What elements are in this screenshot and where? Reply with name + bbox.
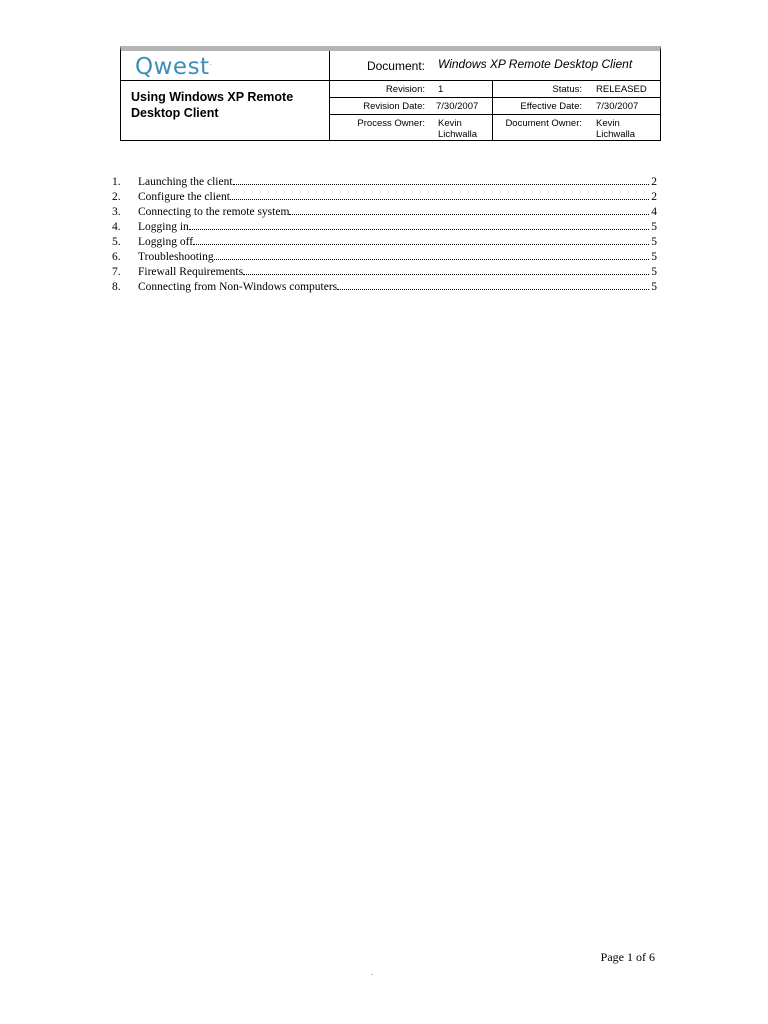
revision-label: Revision: (385, 84, 425, 95)
logo-text: Qwest (135, 54, 210, 80)
toc-leader-dots (289, 205, 649, 215)
toc-entry[interactable] (112, 280, 657, 295)
document-owner-label: Document Owner: (505, 118, 582, 129)
toc-page[interactable]: 5 (651, 251, 657, 263)
toc-number: 6. (112, 251, 121, 263)
revision-row (330, 81, 660, 98)
document-value: Windows XP Remote Desktop Client (438, 57, 633, 71)
process-owner-first: Kevin (438, 118, 462, 129)
logo-row (121, 51, 329, 81)
toc-number: 3. (112, 206, 121, 218)
toc-title[interactable]: Launching the client (138, 176, 233, 188)
header-meta-panel (330, 51, 660, 140)
toc-entry[interactable] (112, 235, 657, 250)
toc-title[interactable]: Logging in (138, 221, 189, 233)
revision-value: 1 (438, 84, 444, 95)
toc-page[interactable]: 2 (651, 191, 657, 203)
toc-number: 7. (112, 266, 121, 278)
toc-entry[interactable] (112, 175, 657, 190)
toc-page[interactable]: 4 (651, 206, 657, 218)
table-of-contents (112, 175, 657, 295)
revision-date-value: 7/30/2007 (436, 101, 479, 112)
column-divider (492, 81, 493, 140)
toc-title[interactable]: Configure the client (138, 191, 230, 203)
toc-leader-dots (233, 175, 649, 185)
toc-title[interactable]: Connecting from Non-Windows computers (138, 281, 338, 293)
toc-entry[interactable] (112, 250, 657, 265)
process-owner-label: Process Owner: (357, 118, 425, 129)
document-title: Using Windows XP Remote Desktop Client (131, 90, 294, 120)
toc-title[interactable]: Logging off (138, 236, 194, 248)
toc-page[interactable]: 5 (651, 221, 657, 233)
toc-entry[interactable] (112, 205, 657, 220)
effective-date-value: 7/30/2007 (596, 101, 639, 112)
document-header (120, 46, 661, 141)
process-owner-last: Lichwalla (438, 129, 478, 140)
header-left-panel (121, 51, 330, 140)
toc-leader-dots (337, 280, 649, 290)
toc-number: 5. (112, 236, 121, 248)
toc-leader-dots (214, 250, 649, 260)
toc-leader-dots (230, 190, 649, 200)
page-number: Page 1 of 6 (600, 950, 655, 964)
toc-entry[interactable] (112, 220, 657, 235)
footer-mark: . (371, 968, 373, 977)
document-label: Document: (366, 59, 425, 73)
toc-number: 4. (112, 221, 121, 233)
toc-number: 2. (112, 191, 121, 203)
toc-number: 8. (112, 281, 121, 293)
date-row (330, 98, 660, 115)
status-value: RELEASED (596, 84, 647, 95)
toc-leader-dots (193, 235, 649, 245)
toc-page[interactable]: 2 (651, 176, 657, 188)
document-owner-first: Kevin (596, 118, 620, 129)
toc-leader-dots (243, 265, 649, 275)
toc-page[interactable]: 5 (651, 281, 657, 293)
document-owner-last: Lichwalla (596, 129, 636, 140)
toc-entry[interactable] (112, 265, 657, 280)
toc-number: 1. (112, 176, 121, 188)
toc-page[interactable]: 5 (651, 266, 657, 278)
toc-page[interactable]: 5 (651, 236, 657, 248)
qwest-logo (135, 54, 212, 80)
toc-title[interactable]: Connecting to the remote system (138, 206, 290, 218)
process-owner-value (438, 118, 477, 140)
toc-title[interactable]: Firewall Requirements (138, 266, 244, 278)
toc-entry[interactable] (112, 190, 657, 205)
logo-mark: . (209, 59, 213, 67)
document-row (330, 51, 660, 81)
revision-date-label: Revision Date: (363, 101, 425, 112)
toc-title[interactable]: Troubleshooting (138, 251, 214, 263)
toc-leader-dots (189, 220, 649, 230)
owner-row (330, 115, 660, 140)
status-label: Status: (552, 84, 582, 95)
effective-date-label: Effective Date: (520, 101, 582, 112)
document-owner-value (596, 118, 635, 140)
